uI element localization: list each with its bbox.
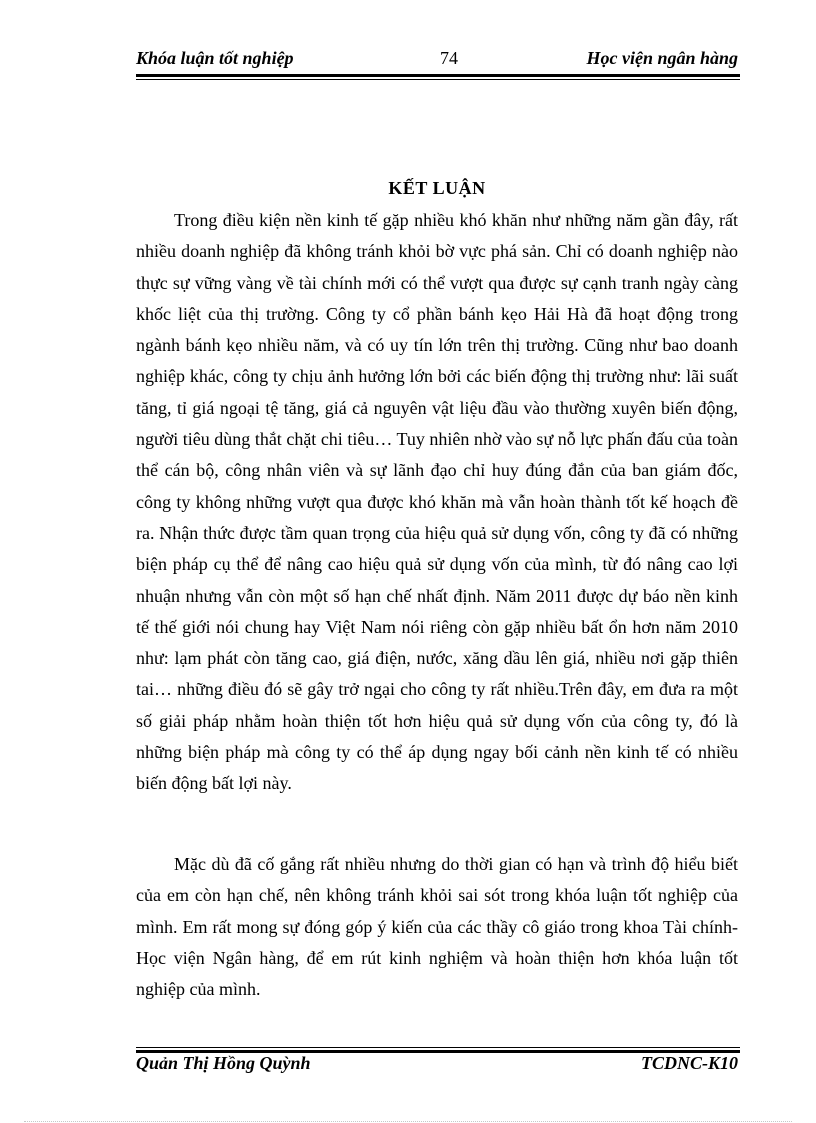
body-paragraph: Mặc dù đã cố gắng rất nhiều nhưng do thời gian có hạn và trình độ hiểu biết của em còn hạn chế, nên không tránh khỏi sai sót trong khóa luận tốt nghiệp của mình. Em rất mong sự đóng góp ý kiến của các thầy cô giáo trong khoa Tài chính- Học viện Ngân hàng, để em rút kinh nghiệm và hoàn thiện hơn khóa luận tốt nghiệp của mình. [136,854,738,1000]
footer-rule-thin [136,1047,740,1048]
footer-class-code: TCDNC-K10 [640,1053,738,1073]
page-number: 74 [440,48,458,68]
header-rule-thick [136,74,740,77]
header-document-type: Khóa luận tốt nghiệp [136,48,294,68]
page-footer [136,1053,738,1079]
body-paragraph: Trong điều kiện nền kinh tế gặp nhiều khó khăn như những năm gần đây, rất nhiều doanh nghiệp đã không tránh khỏi bờ vực phá sản. Chỉ có doanh nghiệp nào thực sự vững vàng về tài chính mới có thể vượt qua được sự cạnh tranh ngày càng khốc liệt của thị trường. Công ty cổ phần bánh kẹo Hải Hà đã hoạt động trong ngành bánh kẹo nhiều năm, và có uy tín lớn trên thị trường. Cũng như bao doanh nghiệp khác, công ty chịu ảnh hưởng lớn bởi các biến động thị trường như: lãi suất tăng, tỉ giá ngoại tệ tăng, giá cả nguyên vật liệu đầu vào thường xuyên biến động, người tiêu dùng thắt chặt chi tiêu… Tuy nhiên nhờ vào sự nỗ lực phấn đấu của toàn thể cán bộ, công nhân viên và sự lãnh đạo chỉ huy đúng đắn của ban giám đốc, công ty không những vượt qua được khó khăn mà vẫn hoàn thành tốt kế hoạch đề ra. Nhận thức được tầm quan trọng của hiệu quả sử dụng vốn, công ty đã có những biện pháp cụ thể để nâng cao hiệu quả sử dụng vốn của mình, từ đó nâng cao lợi nhuận nhưng vẫn còn một số hạn chế nhất định. Năm 2011 được dự báo nền kinh tế thế giới nói chung hay Việt Nam nói riêng còn gặp nhiều bất ổn hơn năm 2010 như: lạm phát còn tăng cao, giá điện, nước, xăng dầu lên giá, nhiều nơi gặp thiên tai… những điều đó sẽ gây trở ngại cho công ty rất nhiều.Trên đây, em đưa ra một số giải pháp nhằm hoàn thiện tốt hơn hiệu quả sử dụng vốn của công ty, đó là những biện pháp mà công ty có thể áp dụng ngay bối cảnh nền kinh tế có nhiều biến động bất lợi này. [136,210,738,794]
section-title: KẾT LUẬN [388,178,486,198]
header-rule-thin [136,79,740,80]
page-bottom-border [24,1121,792,1122]
footer-author: Quản Thị Hồng Quỳnh [136,1053,311,1073]
page-header [136,46,738,72]
header-institution: Học viện ngân hàng [586,48,738,68]
